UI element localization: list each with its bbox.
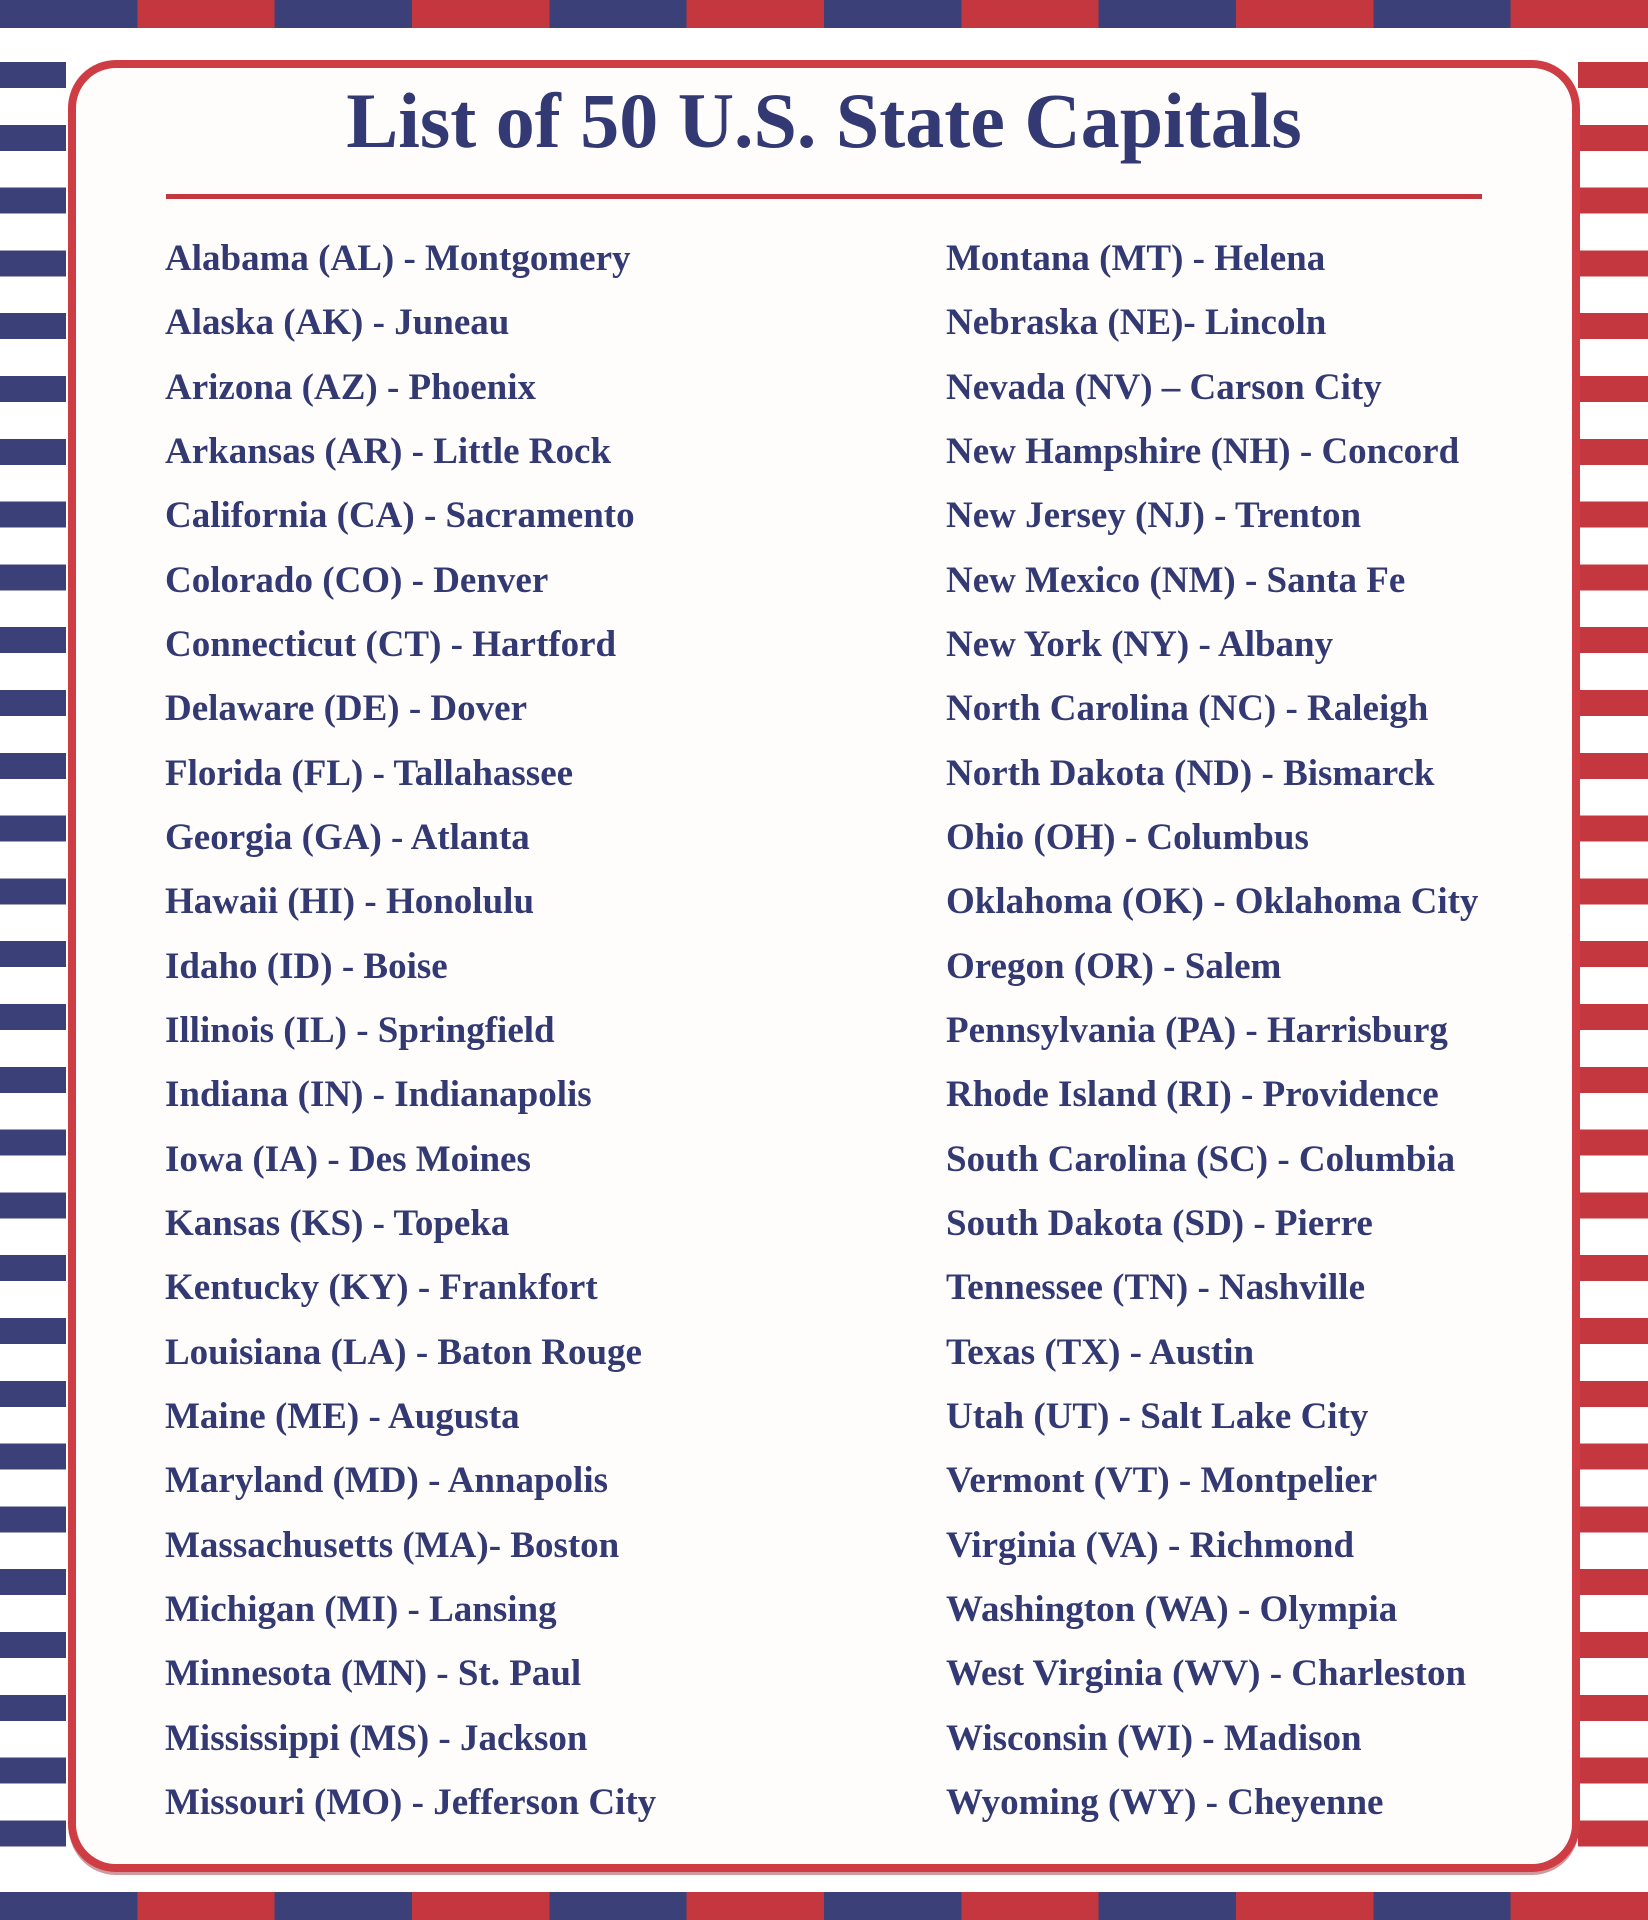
state-capital-item: Wyoming (WY) - Cheyenne <box>946 1781 1384 1823</box>
state-capital-item: North Carolina (NC) - Raleigh <box>946 688 1429 730</box>
title-underline <box>166 194 1482 199</box>
state-capital-item: New York (NY) - Albany <box>946 623 1334 665</box>
state-capital-item: Wisconsin (WI) - Madison <box>946 1717 1362 1759</box>
state-capital-item: Washington (WA) - Olympia <box>946 1588 1398 1630</box>
state-capital-item: Alabama (AL) - Montgomery <box>165 238 631 279</box>
state-capital-item: Colorado (CO) - Denver <box>165 559 549 601</box>
capitals-column-right <box>946 227 1478 1835</box>
state-capital-item: Louisiana (LA) - Baton Rouge <box>165 1331 642 1373</box>
state-capital-item: New Jersey (NJ) - Trenton <box>946 495 1362 537</box>
state-capital-item: Minnesota (MN) - St. Paul <box>165 1653 582 1695</box>
state-capital-item: North Dakota (ND) - Bismarck <box>946 752 1435 794</box>
top-border-band <box>0 0 1648 28</box>
state-capital-item: Michigan (MI) - Lansing <box>165 1588 557 1630</box>
state-capital-item: Vermont (VT) - Montpelier <box>946 1460 1378 1502</box>
state-capital-item: Florida (FL) - Tallahassee <box>165 752 574 794</box>
state-capital-item: Kentucky (KY) - Frankfort <box>165 1267 598 1309</box>
state-capital-item: Massachusetts (MA)- Boston <box>165 1524 620 1566</box>
page-title: List of 50 U.S. State Capitals <box>346 77 1302 164</box>
state-capital-item: Pennsylvania (PA) - Harrisburg <box>946 1009 1448 1051</box>
state-capital-item: Missouri (MO) - Jefferson City <box>165 1781 657 1823</box>
state-capital-item: Alaska (AK) - Juneau <box>165 302 510 344</box>
state-capital-item: Arizona (AZ) - Phoenix <box>165 366 536 408</box>
state-capital-item: Illinois (IL) - Springfield <box>165 1009 555 1051</box>
state-capital-item: Idaho (ID) - Boise <box>165 945 448 987</box>
state-capital-item: Iowa (IA) - Des Moines <box>165 1138 531 1180</box>
state-capital-item: South Dakota (SD) - Pierre <box>946 1202 1373 1244</box>
state-capital-item: Texas (TX) - Austin <box>946 1331 1255 1373</box>
state-capital-item: Rhode Island (RI) - Providence <box>946 1074 1439 1116</box>
state-capital-item: Delaware (DE) - Dover <box>165 688 527 730</box>
state-capital-item: Connecticut (CT) - Hartford <box>165 623 617 665</box>
state-capital-item: South Carolina (SC) - Columbia <box>946 1138 1456 1180</box>
state-capital-item: Nevada (NV) – Carson City <box>946 366 1382 408</box>
state-capital-item: Indiana (IN) - Indianapolis <box>165 1074 592 1116</box>
capitals-card <box>68 60 1580 1872</box>
state-capital-item: Nebraska (NE)- Lincoln <box>946 302 1327 344</box>
capitals-column-left <box>165 227 656 1835</box>
bottom-border-band <box>0 1892 1648 1920</box>
state-capital-item: Maine (ME) - Augusta <box>165 1395 520 1437</box>
state-capital-item: Maryland (MD) - Annapolis <box>165 1460 609 1502</box>
state-capital-item: Virginia (VA) - Richmond <box>946 1524 1355 1566</box>
state-capital-item: Hawaii (HI) - Honolulu <box>165 881 535 923</box>
state-capital-item: Mississippi (MS) - Jackson <box>165 1717 588 1759</box>
state-capital-item: Montana (MT) - Helena <box>946 238 1326 279</box>
state-capital-item: Georgia (GA) - Atlanta <box>165 816 530 858</box>
state-capital-item: New Mexico (NM) - Santa Fe <box>946 559 1406 601</box>
state-capital-item: California (CA) - Sacramento <box>165 495 635 537</box>
state-capital-item: West Virginia (WV) - Charleston <box>946 1653 1467 1695</box>
right-border-stripes <box>1578 62 1648 1880</box>
left-border-stripes <box>0 62 66 1880</box>
state-capital-item: Kansas (KS) - Topeka <box>165 1202 510 1244</box>
state-capital-item: Utah (UT) - Salt Lake City <box>946 1395 1369 1437</box>
state-capital-item: Oregon (OR) - Salem <box>946 945 1282 987</box>
state-capital-item: Oklahoma (OK) - Oklahoma City <box>946 881 1479 923</box>
state-capital-item: Ohio (OH) - Columbus <box>946 816 1309 858</box>
state-capital-item: Arkansas (AR) - Little Rock <box>165 430 612 472</box>
state-capital-item: Tennessee (TN) - Nashville <box>946 1267 1365 1309</box>
state-capital-item: New Hampshire (NH) - Concord <box>946 430 1460 472</box>
